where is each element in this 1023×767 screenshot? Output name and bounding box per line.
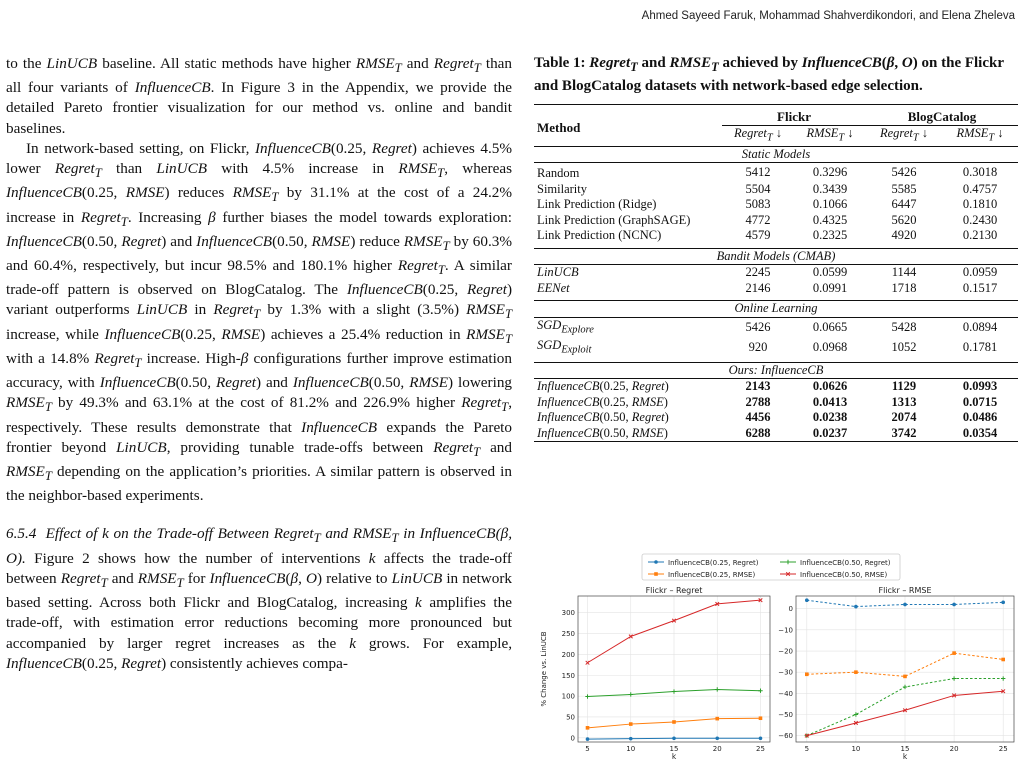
data-point — [854, 605, 858, 609]
value-cell: 0.2430 — [962, 212, 998, 227]
figure-2 — [534, 552, 1018, 762]
value-cell: 0.0993 — [962, 379, 998, 393]
table-row — [534, 213, 1018, 229]
data-point — [629, 722, 633, 726]
value-cell: 5585 — [891, 181, 917, 196]
value-cell: 0.4757 — [962, 181, 998, 196]
legend-label: InfluenceCB(0.25, Regret) — [668, 559, 759, 567]
value-cell: 0.0599 — [812, 265, 848, 279]
x-tick-label: 15 — [669, 745, 679, 753]
section-header: Bandit Models (CMAB) — [534, 248, 1018, 265]
value-cell: 6447 — [891, 197, 917, 211]
method-cell: LinUCB — [537, 265, 579, 279]
data-point — [805, 672, 809, 676]
value-cell: 0.0237 — [812, 425, 848, 440]
method-cell: EENet — [537, 280, 570, 295]
data-point — [952, 603, 956, 607]
data-point — [854, 670, 858, 674]
legend-marker — [654, 572, 658, 576]
value-cell: 0.0238 — [812, 410, 848, 424]
data-point — [903, 603, 907, 607]
legend-label: InfluenceCB(0.25, RMSE) — [668, 571, 756, 579]
paragraph-1: to the LinUCB baseline. All static methods have higher $RMSE_T$ and Regret$_T$ than all four variants of InfluenceCB. In Figure 3 in the Appendix, we provide the detailed Pareto frontier visualization for our method vs. online and bandit baselines. — [6, 55, 512, 137]
value-cell: 1129 — [891, 379, 917, 393]
legend-label: InfluenceCB(0.50, RMSE) — [800, 571, 888, 579]
table-row — [534, 395, 1018, 411]
y-tick-label: 200 — [561, 650, 575, 659]
x-axis-label: k — [671, 752, 677, 761]
line-charts — [534, 552, 1018, 762]
table-row — [534, 163, 1018, 182]
value-cell: 0.3439 — [812, 181, 848, 196]
section-header: Static Models — [534, 146, 1018, 163]
y-tick-label: 300 — [561, 609, 575, 618]
value-cell: 5620 — [891, 212, 917, 227]
metric-header: Regret$_T$ ↓ — [733, 125, 783, 143]
value-cell: 0.0894 — [962, 319, 998, 334]
method-cell: $SGD_{Explore}$ — [537, 317, 594, 335]
paragraph-2: In network-based setting, on Flickr, InfluenceCB(0.25, Regret) achieves 4.5% lower Regret$_T$ than LinUCB with 4.5% increase in $RMSE_T$, whereas InfluenceCB(0.25, RMSE) reduces $RMSE_T$ by 31.1% at the cost of a 24.2% increase in Regret$_T$. Increasing β further biases the model towards exploration: InfluenceCB(0.50, Regret) and InfluenceCB(0.50, RMSE) reduce $RMSE_T$ by 60.3% and 60.4%, respectively, but incur 98.5% and 180.1% higher Regret$_T$. A similar trade-off pattern is observed on BlogCatalog. The InfluenceCB(0.25, Regret) variant outperforms LinUCB in Regret$_T$ by 1.3% with a slight (3.5%) $RMSE_T$ increase, while InfluenceCB(0.25, RMSE) achieves a 25.4% reduction in $RMSE_T$ with a 14.8% Regret$_T$ increase. High-β configurations further improve estimation accuracy, with InfluenceCB(0.50, Regret) and InfluenceCB(0.50, RMSE) lowering $RMSE_T$ by 49.3% and 63.1% at the cost of 81.2% and 226.9% higher Regret$_T$, respectively. These results demonstrate that InfluenceCB expands the Pareto frontier beyond LinUCB, providing tunable trade-offs between Regret$_T$ and $RMSE_T$ depending on the application’s priorities. A similar pattern is observed in the neighbor-based experiments. — [6, 139, 513, 505]
method-cell: InfluenceCB(0.50, Regret) — [537, 410, 669, 424]
method-cell: InfluenceCB(0.25, RMSE) — [537, 394, 668, 409]
method-cell: Link Prediction (Ridge) — [537, 197, 657, 211]
data-point — [758, 688, 762, 692]
x-tick-label: 10 — [851, 745, 861, 753]
value-cell: 4579 — [745, 228, 771, 242]
value-cell: 5083 — [745, 197, 771, 211]
value-cell: 0.1517 — [962, 280, 998, 295]
method-header: Method — [537, 119, 581, 135]
value-cell: 0.0991 — [812, 280, 848, 295]
value-cell: 0.0413 — [812, 394, 848, 409]
y-tick-label: −10 — [778, 626, 793, 635]
x-tick-label: 10 — [626, 745, 636, 753]
value-cell: 0.0626 — [812, 379, 848, 393]
y-tick-label: −60 — [778, 732, 793, 741]
data-point — [672, 736, 676, 740]
value-cell: 0.1810 — [962, 197, 998, 211]
value-cell: 0.0665 — [812, 319, 848, 334]
value-cell: 2074 — [891, 410, 917, 424]
value-cell: 920 — [748, 339, 768, 354]
method-cell: InfluenceCB(0.25, Regret) — [537, 379, 669, 393]
running-head-authors: Ahmed Sayeed Faruk, Mohammad Shahverdikondori, and Elena Zheleva — [641, 10, 1015, 22]
value-cell: 1144 — [891, 265, 917, 279]
value-cell: 3742 — [891, 425, 917, 440]
y-tick-label: −40 — [778, 689, 793, 698]
method-cell: Link Prediction (NCNC) — [537, 228, 662, 242]
value-cell: 0.0715 — [962, 394, 998, 409]
data-point — [672, 689, 676, 693]
paragraph-3: 6.5.4 Effect of k on the Trade-off Between Regret$_T$ and $RMSE_T$ in InfluenceCB(β, O). Figure 2 shows how the number of interventions k affects the trade-off between Regret$_T$ and $RMSE_T$ for InfluenceCB(β, O) relative to LinUCB in network based setting. Across both Flickr and BlogCatalog, increasing k amplifies the trade-off, with estimation error reductions becoming more pronounced but accompanied by larger regret increases as the k grows. For example, InfluenceCB(0.25, Regret) consistently achieves compa- — [6, 525, 513, 672]
table-caption: Table 1: Regret$_T$ and $RMSE_T$ achieved by InfluenceCB(β, O) on the Flickr and BlogCatalog datasets with network-based edge selection. — [534, 55, 1004, 94]
data-point — [759, 736, 763, 740]
data-point — [672, 720, 676, 724]
data-point — [903, 675, 907, 679]
value-cell: 0.0968 — [812, 339, 848, 354]
y-tick-label: 150 — [561, 671, 575, 680]
value-cell: 5504 — [745, 181, 771, 196]
table-row — [534, 265, 1018, 281]
data-point — [586, 726, 590, 730]
table-row — [534, 410, 1018, 426]
table-row — [534, 379, 1018, 395]
value-cell: 0.4325 — [812, 212, 848, 227]
body-text-column — [6, 54, 512, 674]
panel-title: Flickr – RMSE — [878, 586, 932, 595]
y-tick-label: 0 — [788, 605, 793, 614]
table-row — [534, 426, 1018, 442]
metric-header: $RMSE_T$ ↓ — [956, 125, 1004, 143]
value-cell: 2146 — [745, 280, 771, 295]
value-cell: 5426 — [745, 319, 771, 334]
value-cell: 0.0959 — [962, 265, 998, 279]
method-cell: $SGD_{Exploit}$ — [537, 337, 592, 355]
value-cell: 4920 — [891, 228, 917, 242]
data-point — [585, 694, 589, 698]
value-cell: 2143 — [745, 379, 771, 393]
y-tick-label: 100 — [561, 692, 575, 701]
table-row — [534, 182, 1018, 198]
dataset-header-blogcatalog: BlogCatalog — [866, 105, 1018, 126]
panel-title: Flickr – Regret — [645, 586, 703, 595]
value-cell: 0.1781 — [962, 339, 998, 354]
value-cell: 0.2325 — [812, 228, 848, 242]
x-tick-label: 25 — [756, 745, 765, 753]
y-tick-label: −20 — [778, 647, 793, 656]
data-point — [1001, 601, 1005, 605]
data-point — [952, 651, 956, 655]
x-tick-label: 20 — [949, 745, 959, 753]
data-point — [952, 676, 956, 680]
method-cell: Link Prediction (GraphSAGE) — [537, 212, 691, 227]
data-point — [629, 737, 633, 741]
table-row — [534, 317, 1018, 338]
value-cell: 4456 — [745, 410, 771, 424]
value-cell: 4772 — [745, 212, 771, 227]
legend-label: InfluenceCB(0.50, Regret) — [800, 559, 891, 567]
value-cell: 1313 — [891, 394, 917, 409]
data-point — [586, 737, 590, 741]
x-tick-label: 25 — [998, 745, 1008, 753]
value-cell: 5426 — [891, 164, 917, 179]
method-cell: Random — [537, 166, 580, 180]
y-tick-label: 250 — [561, 630, 575, 639]
value-cell: 2788 — [745, 394, 771, 409]
table-row — [534, 281, 1018, 297]
table-column — [534, 54, 1018, 442]
data-point — [715, 687, 719, 691]
x-axis-label: k — [902, 752, 908, 761]
x-tick-label: 15 — [900, 745, 910, 753]
value-cell: 0.3018 — [962, 164, 998, 179]
value-cell: 0.0354 — [962, 425, 998, 440]
data-point — [715, 736, 719, 740]
value-cell: 1052 — [891, 339, 917, 354]
table-row — [534, 228, 1018, 244]
value-cell: 2245 — [745, 265, 771, 279]
table-row — [534, 338, 1018, 358]
legend-marker — [654, 560, 658, 564]
data-point — [1001, 676, 1005, 680]
value-cell: 6288 — [745, 425, 771, 440]
value-cell: 5412 — [745, 164, 771, 179]
value-cell: 0.1066 — [812, 197, 848, 211]
y-tick-label: −50 — [778, 710, 793, 719]
value-cell: 0.2130 — [962, 228, 998, 242]
data-point — [805, 598, 809, 602]
value-cell: 0.3296 — [812, 164, 848, 179]
y-tick-label: 50 — [566, 713, 575, 722]
metric-header: Regret$_T$ ↓ — [879, 125, 929, 143]
value-cell: 1718 — [891, 280, 917, 295]
table-row — [534, 197, 1018, 213]
section-header: Online Learning — [534, 301, 1018, 318]
data-point — [715, 717, 719, 721]
data-point — [854, 712, 858, 716]
y-tick-label: −30 — [778, 668, 793, 677]
results-table — [534, 104, 1018, 442]
metric-header: $RMSE_T$ ↓ — [806, 125, 854, 143]
y-axis-label: % Change vs. LinUCB — [540, 631, 548, 707]
section-header: Ours: InfluenceCB — [534, 362, 1018, 379]
dataset-header-flickr: Flickr — [722, 105, 866, 126]
value-cell: 5428 — [891, 319, 917, 334]
method-cell: InfluenceCB(0.50, RMSE) — [537, 425, 668, 440]
x-tick-label: 20 — [712, 745, 722, 753]
data-point — [759, 716, 763, 720]
data-point — [903, 685, 907, 689]
x-tick-label: 5 — [804, 745, 810, 753]
data-point — [1001, 658, 1005, 662]
method-cell: Similarity — [537, 181, 587, 196]
value-cell: 0.0486 — [962, 410, 998, 424]
x-tick-label: 5 — [585, 745, 590, 753]
y-tick-label: 0 — [570, 734, 575, 743]
